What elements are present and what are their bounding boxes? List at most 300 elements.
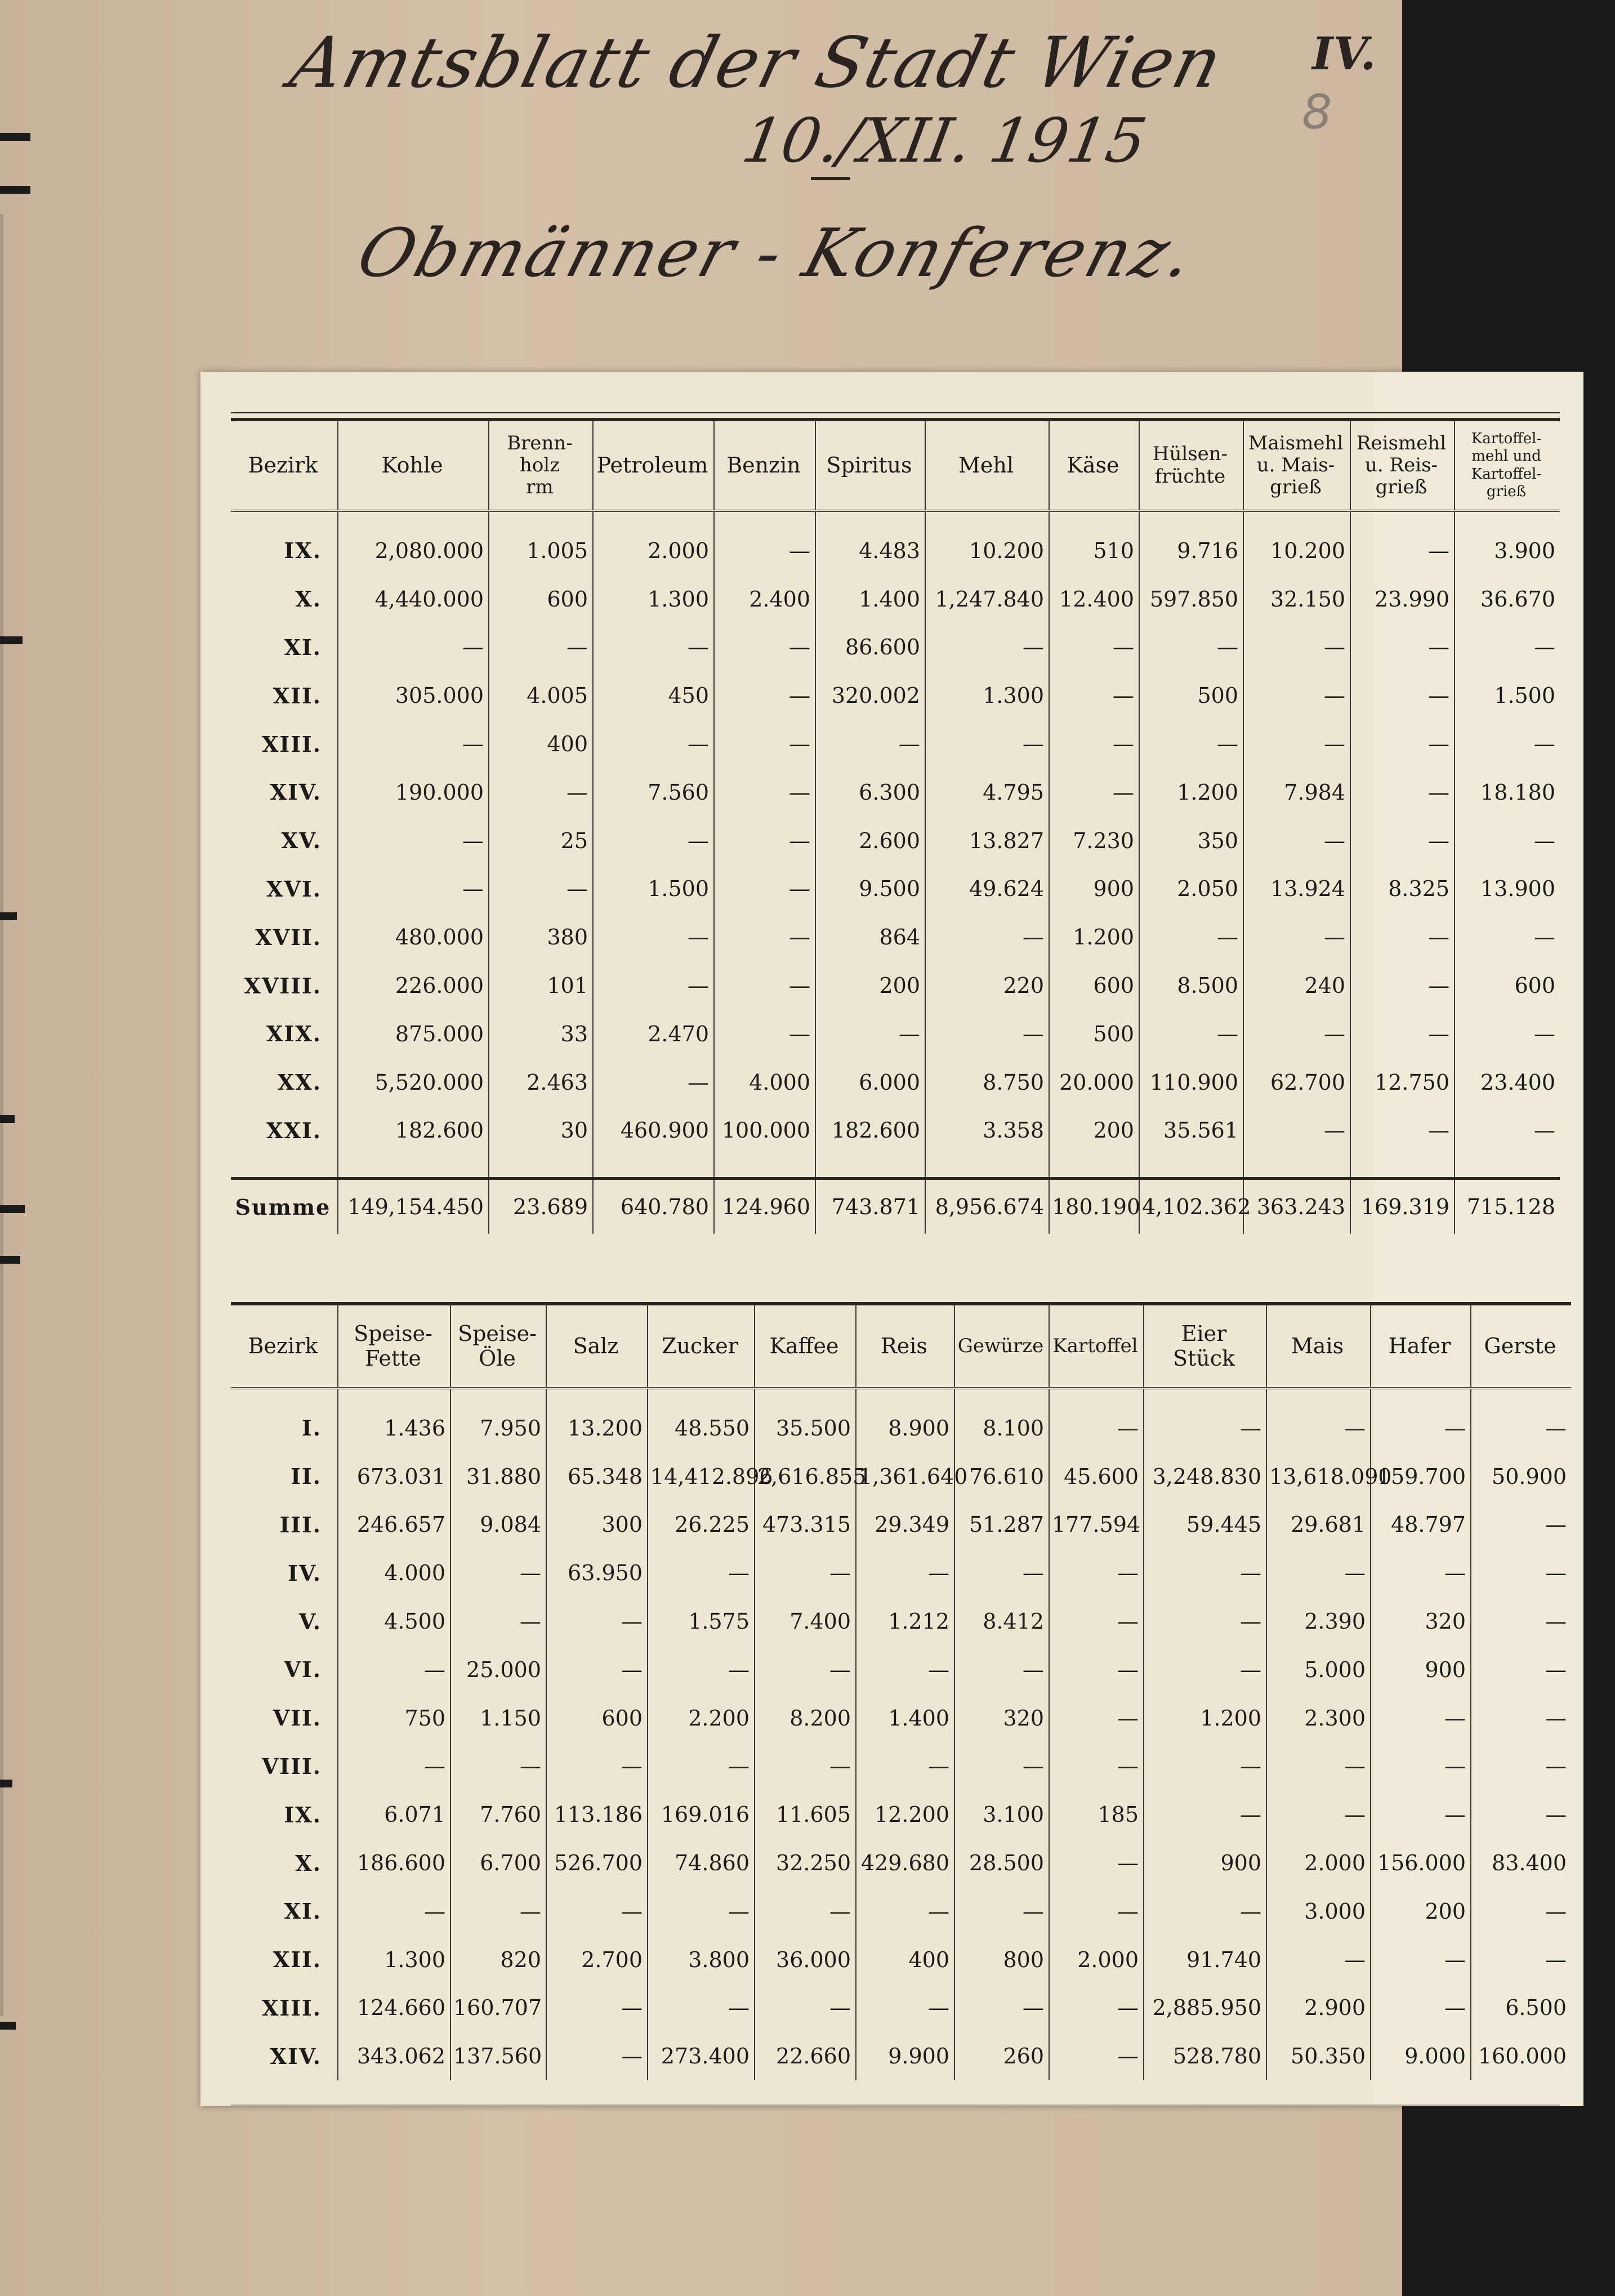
table-cell: 4.500 (338, 1597, 450, 1646)
table-cell: — (1471, 1404, 1571, 1452)
table-cell: 26.225 (648, 1501, 755, 1549)
table-cell: — (1243, 913, 1350, 961)
table-cell: 673.031 (338, 1452, 450, 1501)
table-cell: 35.500 (755, 1404, 856, 1452)
table-cell: 8.500 (1139, 961, 1243, 1010)
table-cell: 110.900 (1139, 1058, 1243, 1107)
table-cell: 169.016 (648, 1790, 755, 1839)
sum-cell: 715.128 (1455, 1179, 1560, 1234)
row-label-bezirk: XXI. (266, 1117, 322, 1143)
table-cell: — (1243, 671, 1350, 720)
table-cell: — (1144, 1549, 1266, 1597)
table-cell: — (593, 817, 714, 865)
table-row (231, 1549, 1571, 1597)
sum-cell: 180.190 (1049, 1179, 1139, 1234)
table-cell: 380 (489, 913, 593, 961)
row-label-bezirk: XVIII. (244, 973, 322, 998)
row-label-bezirk: II. (291, 1464, 322, 1490)
table-cell: 2.470 (593, 1010, 714, 1058)
edge-tear (0, 1780, 12, 1787)
sum-cell: 124.960 (714, 1179, 815, 1234)
row-label-bezirk: XIII. (261, 731, 322, 757)
table-cell: 13.900 (1455, 865, 1560, 913)
table-cell: 28.500 (954, 1839, 1049, 1887)
table-cell: 2.463 (489, 1058, 593, 1107)
table-cell: — (856, 1984, 954, 2032)
table-cell: 200 (1371, 1887, 1471, 1936)
edge-tear (0, 2022, 16, 2030)
table-cell: 1,247.840 (925, 575, 1049, 623)
table-cell: — (714, 1010, 815, 1058)
table-cell: 13.924 (1243, 865, 1350, 913)
date-underline (811, 177, 850, 180)
table-cell: — (1371, 1694, 1471, 1742)
table-cell: 35.561 (1139, 1107, 1243, 1155)
table-cell: — (1144, 1597, 1266, 1646)
row-label-bezirk: XV. (281, 828, 322, 854)
table-cell: 9.716 (1139, 527, 1243, 575)
table-cell: 350 (1139, 817, 1243, 865)
col-header-mehl: Mehl (925, 420, 1049, 511)
table-cell: 600 (1455, 961, 1560, 1010)
table-cell: 48.797 (1371, 1501, 1471, 1549)
row-label-bezirk: VII. (273, 1705, 322, 1731)
table-cell: 13.827 (925, 817, 1049, 865)
table-cell: 29.349 (856, 1501, 954, 1549)
separator-cell (714, 1154, 815, 1179)
table-cell: 7.950 (450, 1404, 546, 1452)
table-row (231, 1839, 1571, 1887)
table-cell: — (714, 961, 815, 1010)
sum-label: Summe (235, 1194, 331, 1220)
table-row (231, 1452, 1571, 1501)
table-cell: — (1350, 961, 1455, 1010)
table-cell: 177.594 (1049, 1501, 1144, 1549)
table-cell: 10.200 (1243, 527, 1350, 575)
table-cell: — (1371, 1404, 1471, 1452)
table-cell: — (1455, 1107, 1560, 1155)
table-cell: 2.700 (546, 1936, 648, 1984)
table-cell: — (714, 817, 815, 865)
table-cell: 36.670 (1455, 575, 1560, 623)
table-cell: 23.400 (1455, 1058, 1560, 1107)
sum-cell: 363.243 (1243, 1179, 1350, 1234)
row-label-bezirk: XIII. (261, 1995, 322, 2021)
sum-cell: 149,154.450 (338, 1179, 489, 1234)
table-cell: — (1455, 913, 1560, 961)
table-cell: 1.300 (338, 1936, 450, 1984)
table-cell: — (546, 1984, 648, 2032)
table-row (231, 527, 1560, 575)
table-cell: — (450, 1549, 546, 1597)
edge-tear (0, 133, 30, 141)
table-cell: — (338, 623, 489, 672)
col-header-kartoffelmehl: Kartoffel- mehl und Kartoffel- grieß (1455, 420, 1560, 511)
table-cell: 400 (489, 720, 593, 768)
col-header-kaese: Käse (1049, 420, 1139, 511)
table-cell: 7.230 (1049, 817, 1139, 865)
table-cell: 13,618.090 (1266, 1452, 1371, 1501)
table-cell: 8.900 (856, 1404, 954, 1452)
table-cell: 7.984 (1243, 768, 1350, 817)
handwritten-subtitle: Obmänner - Konferenz. (349, 214, 1204, 292)
table-cell: 7.400 (755, 1597, 856, 1646)
table-cell: — (450, 1887, 546, 1936)
col-header-reis: Reis (856, 1304, 954, 1388)
table-cell: — (1049, 1646, 1144, 1694)
table-cell: 62.700 (1243, 1058, 1350, 1107)
table-cell: 8.200 (755, 1694, 856, 1742)
table-cell: 1.150 (450, 1694, 546, 1742)
table-cell: 190.000 (338, 768, 489, 817)
table-cell: 260 (954, 2032, 1049, 2080)
table-cell: — (593, 961, 714, 1010)
table-cell: — (1350, 1010, 1455, 1058)
table-cell: 473.315 (755, 1501, 856, 1549)
table-cell: — (648, 1887, 755, 1936)
table-cell: 2.000 (1266, 1839, 1371, 1887)
table-cell: 1.400 (856, 1694, 954, 1742)
table-cell: — (593, 913, 714, 961)
col-header-gerste: Gerste (1471, 1304, 1571, 1388)
table-cell: 182.600 (338, 1107, 489, 1155)
table-row (231, 1010, 1560, 1058)
table-cell: 33 (489, 1010, 593, 1058)
table-row (231, 1936, 1571, 1984)
table-cell: — (714, 623, 815, 672)
table-cell: 2.400 (714, 575, 815, 623)
table-cell: 600 (546, 1694, 648, 1742)
table-cell: — (546, 2032, 648, 2080)
table-cell: — (1049, 720, 1139, 768)
table-cell: 400 (856, 1936, 954, 1984)
table-cell: 12.200 (856, 1790, 954, 1839)
table-cell: 343.062 (338, 2032, 450, 2080)
table-cell: — (856, 1646, 954, 1694)
table-cell: 8.100 (954, 1404, 1049, 1452)
table-cell: 5,520.000 (338, 1058, 489, 1107)
table-cell: — (714, 913, 815, 961)
col-header-benzin: Benzin (714, 420, 815, 511)
table-row (231, 768, 1560, 817)
table-cell: — (338, 1887, 450, 1936)
table-cell: — (954, 1549, 1049, 1597)
row-label-bezirk: XVII. (255, 924, 322, 950)
table-cell: — (1350, 768, 1455, 817)
table-cell: — (1266, 1549, 1371, 1597)
handwritten-title: Amtsblatt der Stadt Wien (283, 23, 1231, 104)
table-cell: — (338, 817, 489, 865)
table-row (231, 1058, 1560, 1107)
col-header-kohle: Kohle (338, 420, 489, 511)
table-row (231, 623, 1560, 672)
table-cell: — (1243, 1107, 1350, 1155)
table-cell: 1,361.640 (856, 1452, 954, 1501)
table-cell: — (1471, 1742, 1571, 1791)
table-cell: 1.436 (338, 1404, 450, 1452)
table-cell: 91.740 (1144, 1936, 1266, 1984)
table-cell: 8.412 (954, 1597, 1049, 1646)
table-cell: — (954, 1646, 1049, 1694)
table-cell: 2.000 (593, 527, 714, 575)
table-cell: — (1144, 1887, 1266, 1936)
table-cell: — (1243, 1010, 1350, 1058)
table-row (231, 1597, 1571, 1646)
table-cell: — (1266, 1742, 1371, 1791)
col-header-reismehl: Reismehl u. Reis- grieß (1350, 420, 1455, 511)
col-header-eier: Eier Stück (1144, 1304, 1266, 1388)
col-header-mais: Mais (1266, 1304, 1371, 1388)
table-cell: 4.483 (815, 527, 925, 575)
table-cell: — (338, 720, 489, 768)
table-fuel-and-food-part1 (231, 418, 1560, 1234)
table-cell: — (755, 1742, 856, 1791)
row-label-bezirk: I. (301, 1415, 322, 1441)
table-cell: 4,440.000 (338, 575, 489, 623)
table-cell: 273.400 (648, 2032, 755, 2080)
table-cell: — (1371, 1936, 1471, 1984)
table-cell: — (1243, 623, 1350, 672)
row-label-bezirk: VIII. (261, 1753, 322, 1779)
table-row (231, 1107, 1560, 1155)
table-cell: 2,885.950 (1144, 1984, 1266, 2032)
table-cell: 200 (1049, 1107, 1139, 1155)
table-header-row (231, 420, 1560, 511)
sum-cell: 23.689 (489, 1179, 593, 1234)
table-row (231, 1646, 1571, 1694)
table-row (231, 1501, 1571, 1549)
table-cell: — (1350, 671, 1455, 720)
table-cell: 3.100 (954, 1790, 1049, 1839)
row-label-bezirk: IV. (288, 1560, 322, 1586)
table-cell: — (1266, 1404, 1371, 1452)
row-label-bezirk: XI. (284, 1898, 322, 1924)
table1-body (231, 511, 1560, 1234)
table-cell: 31.880 (450, 1452, 546, 1501)
table-cell: — (1139, 1010, 1243, 1058)
table-cell: 2.200 (648, 1694, 755, 1742)
table-cell: — (1371, 1742, 1471, 1791)
separator-cell (1455, 1154, 1560, 1179)
table-cell: 510 (1049, 527, 1139, 575)
table-cell: 750 (338, 1694, 450, 1742)
row-label-bezirk: III. (279, 1512, 322, 1537)
table-cell: 185 (1049, 1790, 1144, 1839)
table-cell: 36.000 (755, 1936, 856, 1984)
table-cell: — (593, 623, 714, 672)
table-cell: — (1139, 623, 1243, 672)
table-cell: — (1144, 1790, 1266, 1839)
table-row (231, 1742, 1571, 1791)
table-cell: — (1049, 2032, 1144, 2080)
table-cell: — (1471, 1501, 1571, 1549)
table-cell: 800 (954, 1936, 1049, 1984)
table-cell: 6.071 (338, 1790, 450, 1839)
row-label-bezirk: XIV. (270, 2043, 322, 2069)
table-cell: — (714, 768, 815, 817)
edge-tear (0, 186, 30, 194)
separator-cell (593, 1154, 714, 1179)
table-cell: 20.000 (1049, 1058, 1139, 1107)
table-cell: 1.300 (593, 575, 714, 623)
row-label-bezirk: V. (298, 1608, 322, 1634)
table-cell: — (856, 1742, 954, 1791)
table-cell: 4.005 (489, 671, 593, 720)
table-cell: 186.600 (338, 1839, 450, 1887)
table-cell: 9.000 (1371, 2032, 1471, 2080)
table-cell: — (925, 913, 1049, 961)
table-cell: 18.180 (1455, 768, 1560, 817)
edge-tear (0, 1205, 25, 1213)
pencil-number: 8 (1302, 84, 1332, 140)
table-cell: 5.000 (1266, 1646, 1371, 1694)
table-cell: — (450, 1742, 546, 1791)
table-cell: 51.287 (954, 1501, 1049, 1549)
edge-tear (0, 636, 23, 644)
table-cell: 320 (1371, 1597, 1471, 1646)
table-cell: — (856, 1887, 954, 1936)
table-cell: 320.002 (815, 671, 925, 720)
table-cell: 30 (489, 1107, 593, 1155)
table2-bottom-edge (231, 2105, 1560, 2106)
row-label-bezirk: X. (295, 1850, 322, 1876)
table-cell: 900 (1049, 865, 1139, 913)
table-cell: 500 (1049, 1010, 1139, 1058)
table-cell: — (1144, 1404, 1266, 1452)
table-cell: 59.445 (1144, 1501, 1266, 1549)
table-cell: — (1471, 1790, 1571, 1839)
table-cell: — (338, 1742, 450, 1791)
table-cell: 25.000 (450, 1646, 546, 1694)
row-label-bezirk: XIV. (270, 779, 322, 805)
table-cell: 3.800 (648, 1936, 755, 1984)
table-cell: — (546, 1597, 648, 1646)
table-cell: — (1266, 1936, 1371, 1984)
table-cell: 528.780 (1144, 2032, 1266, 2080)
separator-cell (489, 1154, 593, 1179)
table-cell: 2.050 (1139, 865, 1243, 913)
table-cell: — (648, 1646, 755, 1694)
table-row (231, 1887, 1571, 1936)
table-cell: — (1049, 1597, 1144, 1646)
row-label-bezirk: XIX. (266, 1021, 322, 1047)
table-cell: — (856, 1549, 954, 1597)
col-header-petroleum: Petroleum (593, 420, 714, 511)
separator-cell (1350, 1154, 1455, 1179)
table-cell: 2,616.855 (755, 1452, 856, 1501)
corner-mark: IV. (1312, 27, 1376, 80)
table-cell: 3.358 (925, 1107, 1049, 1155)
table-cell: 300 (546, 1501, 648, 1549)
separator-cell (925, 1154, 1049, 1179)
table-cell: 1.300 (925, 671, 1049, 720)
table-cell: 14,412.896 (648, 1452, 755, 1501)
table-food-part2 (231, 1302, 1571, 2080)
table-cell: — (1144, 1646, 1266, 1694)
table-cell: 6.300 (815, 768, 925, 817)
table-row (231, 1694, 1571, 1742)
table-cell: — (1139, 720, 1243, 768)
table-cell: 3,248.830 (1144, 1452, 1266, 1501)
table-cell: 32.150 (1243, 575, 1350, 623)
table-cell: 50.350 (1266, 2032, 1371, 2080)
table-cell: 13.200 (546, 1404, 648, 1452)
table-cell: 160.707 (450, 1984, 546, 2032)
table-cell: 226.000 (338, 961, 489, 1010)
edge-tear (0, 912, 17, 920)
table-cell: — (755, 1887, 856, 1936)
table-cell: — (489, 623, 593, 672)
table-cell: — (755, 1549, 856, 1597)
table-cell: 1.575 (648, 1597, 755, 1646)
col-header-gewuerze: Gewürze (954, 1304, 1049, 1388)
table-cell: — (714, 865, 815, 913)
col-header-spiritus: Spiritus (815, 420, 925, 511)
table-cell: — (338, 865, 489, 913)
table-cell: — (1350, 527, 1455, 575)
table-cell: 8.750 (925, 1058, 1049, 1107)
sum-cell: 743.871 (815, 1179, 925, 1234)
table-cell: 86.600 (815, 623, 925, 672)
col-header-zucker: Zucker (648, 1304, 755, 1388)
table2-body (231, 1388, 1571, 2080)
table-row (231, 2032, 1571, 2080)
table-cell: — (1455, 1010, 1560, 1058)
table-cell: 23.990 (1350, 575, 1455, 623)
table-cell: — (1049, 1887, 1144, 1936)
table-cell: — (1371, 1549, 1471, 1597)
table-cell: — (1049, 1984, 1144, 2032)
table-cell: 7.560 (593, 768, 714, 817)
sum-cell: 169.319 (1350, 1179, 1455, 1234)
table-cell: 156.000 (1371, 1839, 1471, 1887)
table-cell: 3.000 (1266, 1887, 1371, 1936)
table-cell: — (450, 1597, 546, 1646)
table-cell: 600 (489, 575, 593, 623)
table-cell: 1.005 (489, 527, 593, 575)
table-cell: 12.400 (1049, 575, 1139, 623)
table-cell: 50.900 (1471, 1452, 1571, 1501)
table-cell: — (1049, 1549, 1144, 1597)
table-cell: — (1049, 1839, 1144, 1887)
table-cell: — (1049, 1694, 1144, 1742)
table-cell: — (489, 768, 593, 817)
col-header-kartoffel: Kartoffel (1049, 1304, 1144, 1388)
table-cell: 1.500 (1455, 671, 1560, 720)
table-cell: — (546, 1742, 648, 1791)
table-row (231, 1404, 1571, 1452)
table-cell: 48.550 (648, 1404, 755, 1452)
table-cell: — (648, 1984, 755, 2032)
table-cell: 4.795 (925, 768, 1049, 817)
table-cell: — (954, 1984, 1049, 2032)
col-header-brennholz: Brenn- holz rm (489, 420, 593, 511)
table-cell: 22.660 (755, 2032, 856, 2080)
table-cell: — (714, 527, 815, 575)
table-cell: 124.660 (338, 1984, 450, 2032)
table-cell: 2.600 (815, 817, 925, 865)
table-cell: — (1350, 623, 1455, 672)
row-label-bezirk: XII. (273, 1947, 322, 1973)
table-cell: — (1371, 1790, 1471, 1839)
table-cell: 1.200 (1049, 913, 1139, 961)
table-cell: 2,080.000 (338, 527, 489, 575)
table-cell: 2.900 (1266, 1984, 1371, 2032)
table-cell: — (1243, 720, 1350, 768)
edge-tear (0, 1115, 15, 1123)
table-cell: — (1471, 1887, 1571, 1936)
col-header-speisefette: Speise- Fette (338, 1304, 450, 1388)
